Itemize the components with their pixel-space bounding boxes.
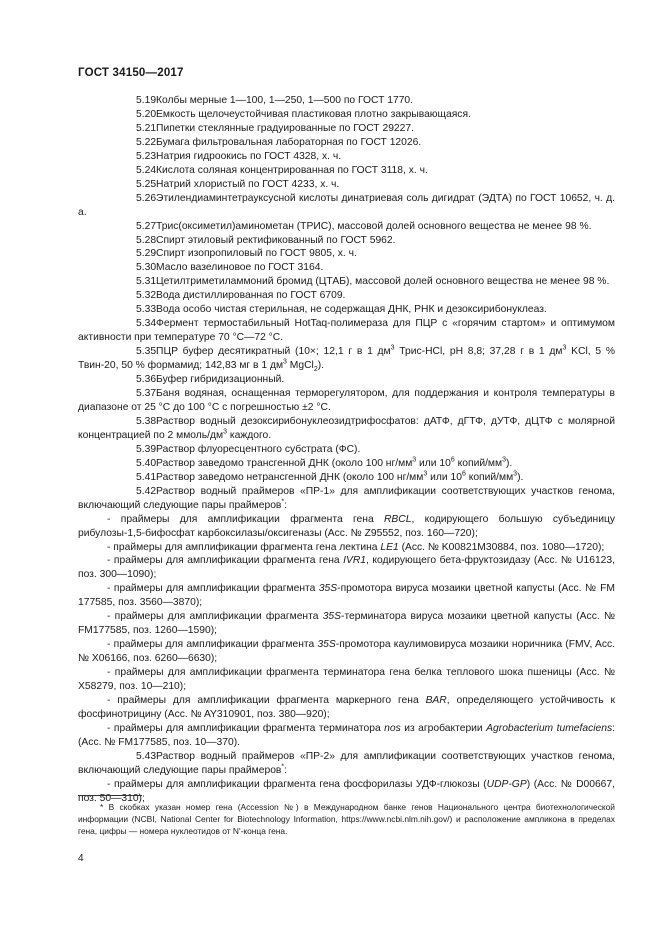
primer-item: - праймеры для амплификации фрагмента маркерного гена BAR, определяющего устойчивость к фосфинотрицину (Acc. № AY310901, поз. 380—920); xyxy=(78,694,616,720)
item-5-36: 5.36Буфер гибридизационный. xyxy=(136,374,285,386)
footnote: * В скобках указан номер гена (Accession №) в Международном банке генов Национального центра биотехнологической информации (NCBI, National Center for Biotechnology Information, https://www.ncbi.nlm.nih.gov/) и расположение ампликона в пределах гена, цифры — номера нуклеотидов от N'-конца гена. xyxy=(78,802,615,837)
item-5-41: 5.41Раствор заведомо нетрансгенной ДНК (около 100 $нг/мм^3$ или $10^6$ копий/$мм^3$). xyxy=(136,470,524,483)
item-5-43: 5.43Раствор водный праймеров «ПР-2» для амплификации соответствующих участков генома, включающий следующие пары праймеров*: xyxy=(78,750,615,776)
numbered-item: 5.30Масло вазелиновое по ГОСТ 3164. xyxy=(136,262,324,274)
numbered-item: 5.31Цетилтриметиламмоний бромид (ЦТАБ), массовой долей основного вещества не менее 98 %. xyxy=(136,276,610,288)
primer-item: - праймеры для амплификации фрагмента 35S-терминатора вируса мозаики цветной капусты (Acc. № FM177585, поз. 1260—1590); xyxy=(78,611,615,637)
primers-list-pr1 xyxy=(78,513,615,750)
primer-item: - праймеры для амплификации фрагмента 35S-промотора каулимовируса мозаики норичника (FMV, Acc. № X06166, поз. 6260—6630); xyxy=(78,639,615,665)
numbered-item: 5.22Бумага фильтровальная лабораторная по ГОСТ 12026. xyxy=(136,136,422,148)
primer-item: - праймеры для амплификации фрагмента гена IVR1, кодирующего бета-фруктозидазу (Acc. № U16123, поз. 300—1090); xyxy=(78,555,615,581)
numbered-item: 5.34Фермент термостабильный HotTaq-полимераза для ПЦР с «горячим стартом» и оптимумом активности при температуре 70 °С—72 °С. xyxy=(78,318,615,344)
item-5-40: 5.40Раствор заведомо трансгенной ДНК (около 100 $нг/мм^3$ или $10^6$ копий/$мм^3$). xyxy=(136,456,513,469)
footnote-divider xyxy=(78,795,142,796)
primer-item: - праймеры для амплификации фрагмента гена RBCL, кодирующего большую субъединицу рибулозы-1,5-бифосфат карбоксилазы/оксигеназы (Acc. № Z95552, поз. 160—720); xyxy=(78,513,615,539)
numbered-item: 5.25Натрий хлористый по ГОСТ 4233, х. ч. xyxy=(136,178,340,190)
primer-item: - праймеры для амплификации фрагмента гена фосфорилазы УДФ-глюкозы (UDP-GP) (Acc. № D00667, поз. 50—310); xyxy=(78,778,615,804)
numbered-item: 5.29Спирт изопропиловый по ГОСТ 9805, х. ч. xyxy=(136,248,357,260)
page-number: 4 xyxy=(78,853,84,864)
item-5-42: 5.42Раствор водный праймеров «ПР-1» для амплификации соответствующих участков генома, включающий следующие пары праймеров*: xyxy=(78,485,615,511)
numbered-item: 5.32Вода дистиллированная по ГОСТ 6709. xyxy=(136,290,346,302)
item-5-35: 5.35ПЦР буфер десятикратный (10×; 12,1 г в 1 $дм^3$ Трис-HCl, pH 8,8; 37,28 г в 1 $дм^3$ KCl, 5 % Твин-20, 50 % формамид; 142,83 мг в 1 $дм^3$ MgCl$_2$). xyxy=(78,344,615,374)
simple-items-list xyxy=(78,94,615,345)
primer-item: - праймеры для амплификации фрагмента терминатора nos из агробактерии Agrobacterium tumefaciens: (Acc. № FM177585, поз. 10—370). xyxy=(78,722,615,748)
numbered-item: 5.26Этилендиаминтетрауксусной кислоты динатриевая соль дигидрат (ЭДТА) по ГОСТ 10652, ч. д. а. xyxy=(78,192,615,218)
document-header: ГОСТ 34150—2017 xyxy=(78,67,184,79)
item-5-39: 5.39Раствор флуоресцентного субстрата (ФС). xyxy=(136,443,361,455)
numbered-item: 5.20Емкость щелочеустойчивая пластиковая плотно закрывающаяся. xyxy=(136,108,471,120)
numbered-item: 5.28Спирт этиловый ректификованный по ГОСТ 5962. xyxy=(136,234,396,246)
numbered-item: 5.21Пипетки стеклянные градуированные по ГОСТ 29227. xyxy=(136,122,414,134)
item-5-37: 5.37Баня водяная, оснащенная терморегулятором, для поддержания и контроля температуры в диапазоне от 25 °С до 100 °С с погрешностью ±2 °С. xyxy=(78,388,615,413)
item-5-38: 5.38Раствор водный дезоксирибонуклеозидтрифосфатов: дАТФ, дГТФ, дУТФ, дЦТФ с молярной концентрацией по 2 ммоль/$дм^3$ каждого. xyxy=(78,415,615,441)
numbered-item: 5.24Кислота соляная концентрированная по ГОСТ 3118, х. ч. xyxy=(136,164,428,176)
primer-item: - праймеры для амплификации фрагмента гена лектина LE1 (Acc. № K00821M30884, поз. 1080—1720); xyxy=(107,541,605,553)
numbered-item: 5.33Вода особо чистая стерильная, не содержащая ДНК, РНК и дезоксирибонуклеаз. xyxy=(136,304,547,316)
numbered-item: 5.27Трис(оксиметил)аминометан (ТРИС), массовой долей основного вещества не менее 98 %. xyxy=(136,220,592,232)
numbered-item: 5.23Натрия гидроокись по ГОСТ 4328, х. ч. xyxy=(136,150,342,162)
primer-item: - праймеры для амплификации фрагмента терминатора гена белка теплового шока пшеницы (Acc. № X58279, поз. 10—210); xyxy=(78,667,615,693)
document-body xyxy=(78,94,615,806)
primer-item: - праймеры для амплификации фрагмента 35S-промотора вируса мозаики цветной капусты (Acc. № FM 177585, поз. 3560—3870); xyxy=(78,583,615,609)
numbered-item: 5.19Колбы мерные 1—100, 1—250, 1—500 по ГОСТ 1770. xyxy=(136,95,414,106)
